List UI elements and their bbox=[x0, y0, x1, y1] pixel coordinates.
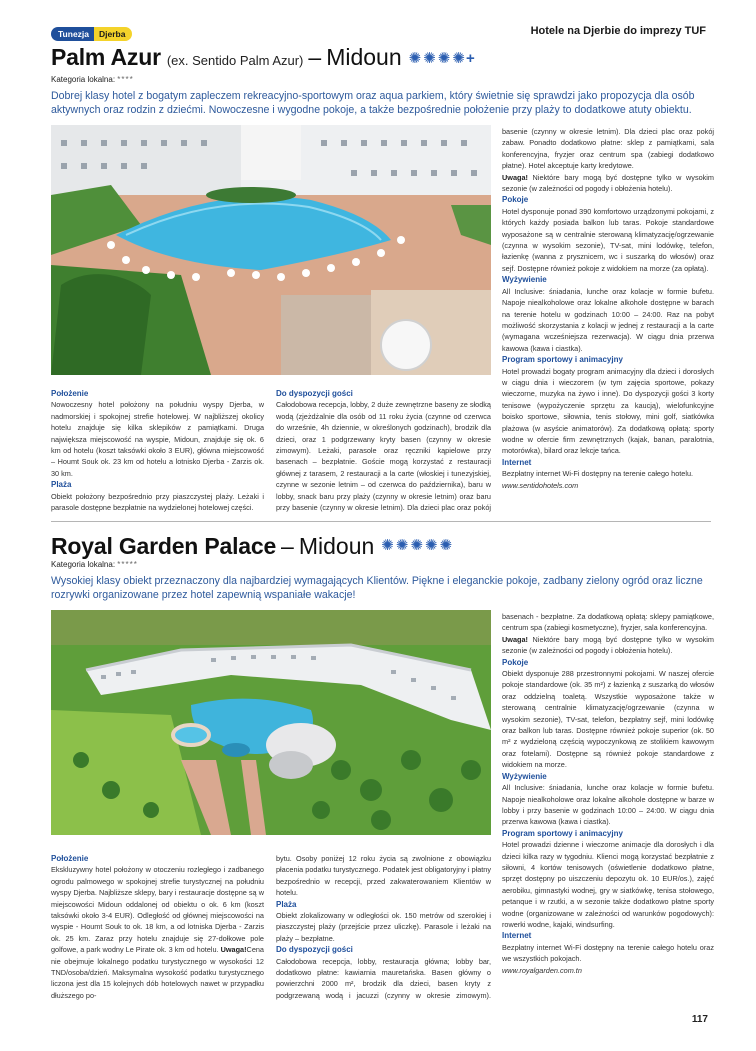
title-dash: – bbox=[281, 533, 294, 559]
local-category-label: Kategoria lokalna: bbox=[51, 560, 116, 569]
hotel-lead: Wysokiej klasy obiekt przeznaczony dla najbardziej wymagających Klientów. Piękne i eleganckie pokoje, zadbany zielony ogród oraz liczne rozrywki organizowane przez hotel zapewnią wspaniałe wakacje! bbox=[51, 575, 703, 601]
badge-region: Djerba bbox=[94, 27, 132, 41]
internet-text: Bezpłatny internet Wi-Fi dostępny na terenie całego hotelu. bbox=[502, 469, 694, 479]
palm-azur-column-1 bbox=[51, 388, 264, 513]
section-heading-rooms: Pokoje bbox=[502, 195, 529, 205]
location-text bbox=[51, 864, 264, 1001]
facilities-text-continued: basenach - bezpłatne. Za dodatkową opłatą: sklepy pamiątkowe, centrum spa (zabiegi kosmetyczne), fryzjer, sala konferencyjna. bbox=[502, 612, 714, 633]
website-link[interactable]: www.royalgarden.com.tn bbox=[502, 965, 582, 975]
rating-plus: + bbox=[465, 50, 475, 67]
note-text: Niektóre bary mogą być dostępne tylko w wysokim sezonie (w zależności od pogody i obłożenia hotelu). bbox=[502, 634, 714, 656]
hotel-alias: (ex. Sentido Palm Azur) bbox=[166, 53, 304, 68]
hotel-name: Palm Azur bbox=[51, 44, 161, 70]
hotel-rating bbox=[381, 533, 452, 559]
section-heading-beach: Plaża bbox=[276, 899, 297, 909]
hotel-lead: Dobrej klasy hotel z bogatym zapleczem rekreacyjno-sportowym oraz aqua parkiem, który świetnie się sprawdzi jako propozycja dla osób aktywnych oraz rodzin z dziećmi. Nowoczesne i wygodne pokoje, a także bezpośrednie położenie przy plaży to dodatkowe atuty obiektu. bbox=[51, 90, 695, 116]
location-text-part-1: Ekskluzywny hotel położony w otoczeniu rozległego i zadbanego ogrodu palmowego w spokojnej strefie turystycznej na południu wyspy Djerba. Najbliższe sklepy, bary i restauracje dostępne są w miejscowości Midoun oddalonej od obiektu o ok. 6 km (koszt taksówki około 3-4 EUR). Odległość od głównej miejscowości na wyspie - Houmt Souk to ok. 18 km, a od lotniska Djerba - Zarzis ok. 25 km. Zaraz przy hotelu znajduje się 27-dołkowe pole golfowe, a park wodny Le Pirate ok. 3 km od hotelu. bbox=[51, 865, 264, 955]
section-heading-location: Położenie bbox=[51, 854, 89, 863]
hotel-photo-palm-azur bbox=[51, 125, 491, 375]
section-divider bbox=[51, 521, 711, 522]
section-heading-rooms: Pokoje bbox=[502, 657, 529, 667]
series-title: Hotele na Djerbie do imprezy TUF bbox=[530, 25, 706, 37]
board-text: All Inclusive: śniadania, lunche oraz kolacje w formie bufetu. Napoje niealkoholowe oraz lokalne alkohole dostępne w barach na terenie hotelu w godzinach 10:00 – 24:00. Raz na pobyt możliwość skorzystania z kolacji w jednej z restauracji a la carte (wymagana wcześniejsza rezerwacja). W ciągu dnia przerwa kawowa (kawa i ciastka). bbox=[502, 286, 714, 353]
local-category-stars: **** bbox=[117, 75, 134, 84]
palm-azur-column-2 bbox=[276, 388, 491, 513]
page-header bbox=[51, 24, 706, 40]
sun-icon: ✺ bbox=[408, 50, 422, 67]
location-text-continued: bytu. Osoby poniżej 12 roku życia są zwolnione z obowiązku płacenia podatku turystycznego. Podatek jest obligatoryjny i płatny bezpośrednio w recepcji, przed zakwaterowaniem Klientów w hotelu. bbox=[276, 854, 491, 898]
hotel-header-royal-garden-palace bbox=[51, 533, 707, 602]
hotel-title bbox=[51, 533, 707, 559]
note-label: Uwaga! bbox=[220, 945, 247, 955]
location-text-part-2: Cena nie obejmuje lokalnego podatku turystycznego w wysokości 12 TND/osoba/dzień. Maksymalna wysokość podatku turystycznego liczona jest dla 15 kolejnych dób hotelowych nawet w przypadku dłuższego po- bbox=[51, 945, 264, 1000]
sun-icon: ✺ bbox=[439, 537, 453, 554]
note-label: Uwaga! bbox=[502, 172, 528, 182]
beach-text: Obiekt położony bezpośrednio przy piaszczystej plaży. Leżaki i parasole dostępne bezpłatnie na wydzielonej hotelowej części. bbox=[51, 491, 264, 513]
hotel-name: Royal Garden Palace bbox=[51, 533, 277, 559]
pool-photo-illustration bbox=[51, 125, 491, 375]
sport-text: Hotel prowadzi dzienne i wieczorne animacje dla dorosłych i dla dzieci kilka razy w tygodniu. Klienci mogą korzystać bezpłatnie z siłowni, 4 kortów tenisowych (oświetlenie dodatkowo płatne, sprzęt dostępny po uiszczeniu depozytu ok. 10 EUR/os.), zajęć aerobiku, gimnastyki wodnej, gry w siatkówkę, tenisa stołowego, petanque i w rzutki, a w sezonie także dodatkowo płatne sporty wodne (organizowane w zależności od warunków pogodowych): rowerki wodne, kajaki, windsurfing. bbox=[502, 840, 714, 929]
royal-garden-column-2 bbox=[276, 853, 491, 1002]
sport-text: Hotel prowadzi bogaty program animacyjny dla dzieci i dorosłych w ciągu dnia i wieczorem (w tym zajęcia sportowe, pokazy wieczorne, muzyka na żywo i inne). Do dyspozycji gości 3 korty tenisowe (wypożyczenie sprzętu za kaucją), wielofunkcyjne boisko sportowe, siłownia, tenis stołowy, mini golf, siatkówka plażowa (w asyście animatorów). Za dodatkową opłatą: sporty wodne w ofercie firm zewnętrznych (kajak, banan, paralotnia, motorówka), bilard oraz lekcje tańca. bbox=[502, 366, 714, 456]
facilities-text: Całodobowa recepcja, lobby, 2 duże zewnętrzne baseny ze słodką wodą (zjeżdżalnie dla osób od 11 roku życia (czynne od czerwca do wrześnie, 4h dziennie, w określonych godzinach), brodzik dla dzieci, oraz 1 podgrzewany kryty basen (czynny w okresie zimowym). Leżaki, parasole oraz ręczniki kąpielowe przy basenach – bezpłatnie. Goście mogą korzystać z restauracji głównej z tarasem, 2 restauracji a la carte (włoskiej i tunezyjskiej, czynne w sezonie letnim – od czerwca do października), baru w lobby, snack baru przy plaży (czynny w okresie letnim) oraz baru przy basenie (czynny w okresie letnim). Dla dzieci plac oraz pokój bbox=[276, 400, 491, 513]
section-heading-internet: Internet bbox=[502, 931, 532, 941]
website-link[interactable]: www.sentidohotels.com bbox=[502, 480, 579, 490]
rooms-text: Obiekt dysponuje 288 przestronnymi pokojami. W naszej ofercie pokoje standardowe (ok. 35 m²) z łazienką z suszarką do włosów oraz oddzielną toaletą. Wszystkie wyposażone także w sterowaną centralnie klimatyzację/ogrzewanie (czynna w wysokim sezonie), TV-sat, telefon, bezpłatny sejf, mini lodówkę oraz balkon lub taras. Dostępne również pokoje superior (ok. 50 m² z wydzieloną częścią wypoczynkową ze stolikiem kawowym oraz fotelami). Dostępne są również pokoje standardowe z widokiem na morze. bbox=[502, 669, 714, 770]
section-heading-internet: Internet bbox=[502, 457, 532, 467]
badge-country: Tunezja bbox=[51, 27, 94, 41]
section-heading-sport: Program sportowy i animacyjny bbox=[502, 828, 623, 838]
destination-badge bbox=[51, 27, 132, 41]
royal-garden-column-3 bbox=[502, 611, 714, 976]
local-category bbox=[51, 560, 707, 569]
hotel-header-palm-azur bbox=[51, 44, 707, 117]
sun-icon: ✺ bbox=[425, 537, 438, 554]
section-heading-board: Wyżywienie bbox=[502, 771, 547, 781]
page-number: 117 bbox=[691, 1014, 708, 1025]
section-heading-beach: Plaża bbox=[51, 480, 72, 490]
location-text: Nowoczesny hotel położony na południu wyspy Djerba, w nadmorskiej i spokojnej strefie hotelowej. W najbliższej okolicy hotelu znajduje się kilka sklepików z pamiątkami. Druga największa miejscowość na wyspie, Midoun, znajduje się ok. 6 km od hotelu (koszt taksówki około 3 EUR), główna miejscowość – Houmt Souk ok. 23 km od hotelu a lotnisko Djerba - Zarzis ok. 30 km. bbox=[51, 400, 264, 478]
sun-icon: ✺ bbox=[410, 537, 424, 554]
sun-icon: ✺ bbox=[381, 537, 394, 554]
beach-text: Obiekt zlokalizowany w odległości ok. 150 metrów od szerokiej i piaszczystej plaży (przejście przez uliczkę). Parasole i leżaki na plaży – bezpłatne. bbox=[276, 911, 491, 943]
section-heading-board: Wyżywienie bbox=[502, 275, 547, 285]
garden-photo-illustration bbox=[51, 610, 491, 835]
rooms-text: Hotel dysponuje ponad 390 komfortowo urządzonymi pokojami, z których każdy posiada balkon lub taras. Pokoje standardowe wyposażone są w centralnie sterowaną klimatyzację/ogrzewanie (czynna w wysokim sezonie), TV-sat, mini lodówkę, telefon, łazienkę (wanna z prysznicem, wc i suszarką do włosów) oraz sejf. Dostępne również pokoje z widokiem na morze (za opłatą). bbox=[502, 206, 714, 273]
hotel-rating bbox=[409, 46, 475, 72]
section-heading-location: Położenie bbox=[51, 389, 89, 398]
local-category-label: Kategoria lokalna: bbox=[51, 75, 116, 84]
note-label: Uwaga! bbox=[502, 634, 528, 644]
facilities-text: Całodobowa recepcja, lobby, restauracja główna; lobby bar, dodatkowo płatne: kawiarnia mauretańska. Basen główny o powierzchni 2000 m², brodzik dla dzieci, basen kryty z podgrzewaną wodą i jacuzzi (czynny w okresie zimowym). bbox=[276, 956, 491, 1000]
note bbox=[502, 634, 714, 657]
royal-garden-column-1 bbox=[51, 853, 264, 1001]
note bbox=[502, 172, 714, 195]
palm-azur-column-3 bbox=[502, 126, 714, 491]
hotel-photo-royal-garden-palace bbox=[51, 610, 491, 835]
section-heading-facilities: Do dyspozycji gości bbox=[276, 389, 353, 398]
hotel-title bbox=[51, 44, 707, 74]
internet-text: Bezpłatny internet Wi-Fi dostępny na terenie całego hotelu oraz we wszystkich pokojach. bbox=[502, 942, 714, 964]
local-category bbox=[51, 75, 707, 84]
section-heading-facilities: Do dyspozycji gości bbox=[276, 945, 353, 955]
sun-icon: ✺ bbox=[395, 537, 409, 554]
note-text: Niektóre bary mogą być dostępne tylko w wysokim sezonie (w zależności od pogody i obłożenia hotelu). bbox=[502, 172, 714, 194]
section-heading-sport: Program sportowy i animacyjny bbox=[502, 355, 623, 365]
title-dash: – bbox=[308, 44, 322, 70]
facilities-text-continued: basenie (czynny w okresie letnim). Dla dzieci plac oraz pokój zabaw. Ponadto dodatkowo płatne: sklep z pamiątkami, sala konferencyjna, fryzjer oraz centrum spa (zabiegi dodatkowo płatne). Hotel akceptuje karty kredytowe. bbox=[502, 127, 714, 171]
sun-icon: ✺ bbox=[452, 50, 465, 67]
sun-icon: ✺ bbox=[423, 50, 436, 67]
local-category-stars: ***** bbox=[117, 560, 138, 569]
board-text: All Inclusive: śniadania, lunche oraz kolacje w formie bufetu. Napoje niealkoholowe oraz lokalne alkohole dostępne w barze w lobby i przy basenie w godzinach 10:00 – 24:00. W ciągu dnia przerwa kawowa (kawa i ciastka). bbox=[502, 783, 714, 827]
hotel-city: Midoun bbox=[326, 44, 402, 70]
sun-icon: ✺ bbox=[437, 50, 451, 67]
hotel-city: Midoun bbox=[298, 533, 375, 559]
